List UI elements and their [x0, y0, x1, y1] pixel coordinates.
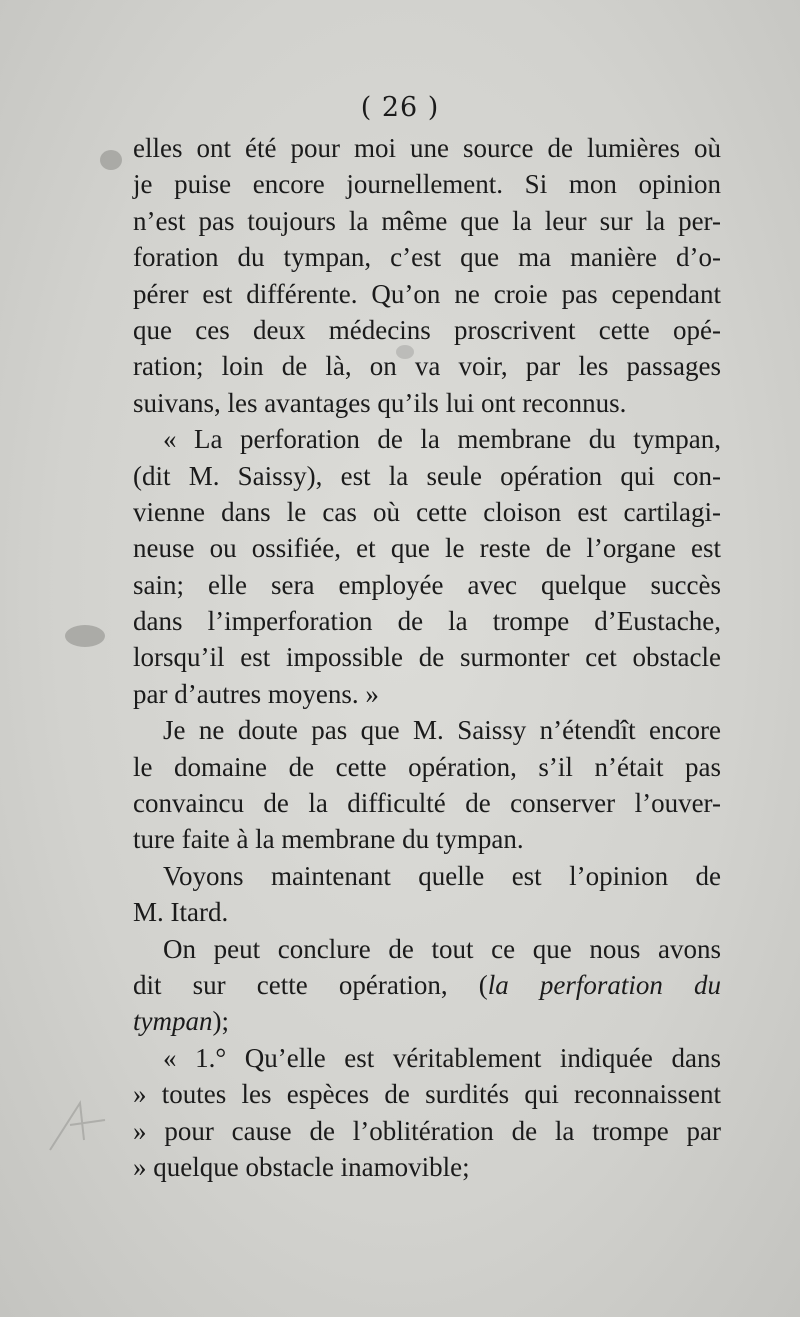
- text-line: M. Itard.: [133, 897, 229, 928]
- text-line: » quelque obstacle inamovible;: [133, 1151, 470, 1182]
- ink-stain: [396, 345, 414, 359]
- text-line: elles ont été pour moi une source de lumières où: [133, 133, 721, 163]
- text-line: par d’autres moyens. »: [133, 678, 379, 709]
- text-line: lorsqu’il est impossible de surmonter cet obstacle: [133, 642, 721, 673]
- text-line: suivans, les avantages qu’ils lui ont reconnus.: [133, 387, 627, 418]
- text-line: « 1.° Qu’elle est véritablement indiquée dans: [163, 1042, 721, 1073]
- text-line: Voyons maintenant quelle est l’opinion de: [163, 860, 721, 891]
- text-line: dans l’imperforation de la trompe d’Eustache,: [133, 606, 721, 637]
- text-line: ture faite à la membrane du tympan.: [133, 824, 524, 855]
- text-line: vienne dans le cas où cette cloison est cartilagi-: [133, 496, 721, 527]
- text-line: je puise encore journellement. Si mon opinion: [133, 169, 721, 200]
- italic-phrase: tympan: [133, 1006, 213, 1037]
- text-line: le domaine de cette opération, s’il n’était pas: [133, 751, 721, 782]
- text-line: » toutes les espèces de surdités qui reconnaissent: [133, 1079, 721, 1110]
- italic-phrase: la perforation du: [487, 969, 721, 1000]
- pencil-mark: [40, 1095, 110, 1155]
- text-line: ration; loin de là, on va voir, par les passages: [133, 351, 721, 382]
- text-line: convaincu de la difficulté de conserver l’ouver-: [133, 788, 721, 819]
- ink-stain: [65, 625, 105, 647]
- text-line: sain; elle sera employée avec quelque succès: [133, 569, 721, 600]
- text-line: n’est pas toujours la même que la leur sur la per-: [133, 205, 721, 236]
- ink-stain: [100, 150, 122, 170]
- text-line: On peut conclure de tout ce que nous avons: [163, 933, 721, 964]
- text-line: » pour cause de l’oblitération de la trompe par: [133, 1115, 721, 1146]
- text-line: (dit M. Saissy), est la seule opération qui con-: [133, 460, 721, 491]
- text-line: Je ne doute pas que M. Saissy n’étendît encore: [163, 715, 721, 746]
- text-line: « La perforation de la membrane du tympan,: [163, 424, 721, 455]
- text-line: pérer est différente. Qu’on ne croie pas cependant: [133, 278, 721, 309]
- text-line: tympan);: [133, 1006, 229, 1037]
- text-line: que ces deux médecins proscrivent cette opé-: [133, 314, 721, 345]
- body-text: [133, 130, 721, 1185]
- text-line: neuse ou ossifiée, et que le reste de l’organe est: [133, 533, 721, 564]
- text-line: dit sur cette opération, (la perforation du: [133, 969, 721, 1000]
- page-number: ( 26 ): [360, 92, 440, 123]
- text-line: foration du tympan, c’est que ma manière d’o-: [133, 242, 721, 273]
